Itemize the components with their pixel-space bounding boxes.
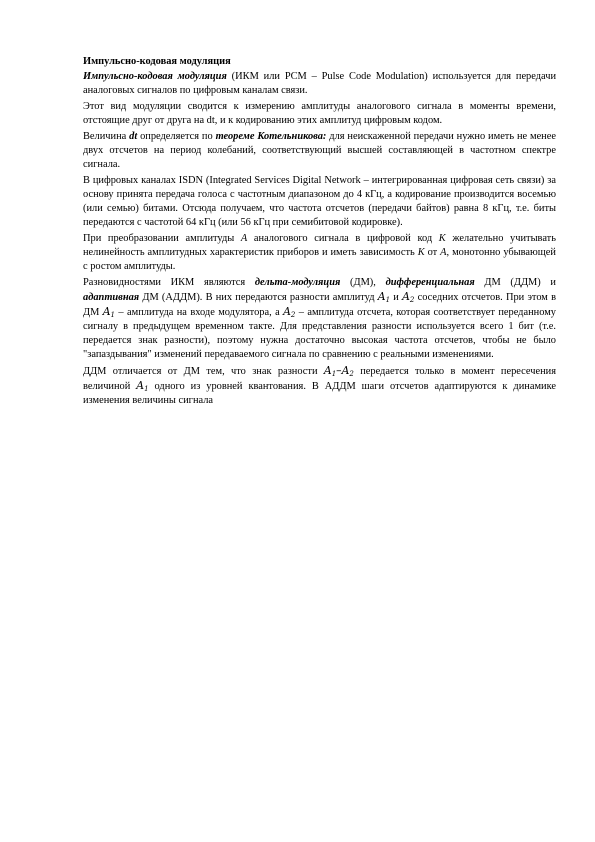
math-a: A [240,233,248,244]
paragraph-nonlinearity [83,232,556,274]
paragraph-text: аналогового сигнала в цифровой код [253,233,433,244]
paragraph-text: , монотонно убывающей с ростом амплитуды. [83,247,556,272]
paragraph-text: соседних отсчетов. При этом в ДМ [83,292,557,318]
term-adaptive: адаптивная [83,292,140,303]
paragraph-text: от [427,247,438,258]
math-a2: $A_2$ [402,290,415,304]
paragraph-ddm [83,364,556,408]
paragraph-text: для неискаженной передачи нужно иметь не менее двух отсчетов на период колебаний, соответствующий высшей составляющей в частотном спектре сигнала. [83,131,556,170]
paragraph-text: (ДМ), [350,277,376,288]
paragraph-text: определяется по [140,131,213,142]
math-a1: $A_1$ [377,290,391,304]
term-differential: дифференциальная [385,277,475,288]
math-a: A [440,247,447,258]
paragraph-text: Разновидностями ИКМ являются [83,277,246,288]
paragraph-text: (ИКМ или PCM – Pulse Code Modulation) используется для передачи аналоговых сигналов по цифровым каналам связи. [83,71,556,96]
math-a2: $A_2$ [283,305,296,319]
paragraph-text: одного из уровней квантования. В АДДМ шаги отсчетов адаптируются к динамике изменения величины сигнала [83,381,556,406]
term-pcm: Импульсно-кодовая модуляция [83,71,227,82]
paragraph-isdn: В цифровых каналах ISDN (Integrated Services Digital Network – интегрированная цифровая сеть связи) за основу принята передача голоса с частотным диапазоном до 4 кГц, а кодирование производится восемью (или семью) битами. Отсюда получаем, что частота отсчетов (передачи байтов) равна 8 кГц, т.е. биты передаются с частотой 64 кГц (или 56 кГц при семибитовой кодировке). [83,175,556,228]
paragraph-text: При преобразовании амплитуды [83,233,235,244]
paragraph-text: Величина [83,131,127,142]
paragraph-text: ДМ (АДДМ). В них передаются разности амплитуд [142,292,375,303]
paragraph-definition [83,70,556,98]
paragraph-kotelnikov [83,130,556,172]
paragraph-text: и [393,292,399,303]
term-kotelnikov-theorem: теореме Котельникова: [215,131,327,142]
paragraph-text: ДДМ отличается от ДМ тем, что знак разности [83,366,318,377]
paragraph-text: – амплитуда на входе модулятора, а [118,307,280,318]
math-a1: $A_1$ [102,305,116,319]
math-k: K [438,233,446,244]
math-a1: $A_1$ [136,379,149,393]
paragraph-delta-modulation [83,276,556,362]
math-a1-minus-a2: $A_1-A_2$ [323,364,354,378]
paragraph-text: ДМ (ДДМ) и [484,277,556,288]
document-body [83,55,556,410]
paragraph-sampling: Этот вид модуляции сводится к измерению амплитуды аналогового сигнала в моменты времени, отстоящие друг от друга на dt, и к кодированию этих амплитуд цифровым кодом. [83,101,556,126]
paragraph-text: – амплитуда отсчета, которая соответствует переданному сигналу в предыдущем временном такте. Для представления разности используется всего 1 бит (т.е. передается знак разности), поэтому нужна достаточно высокая частота отсчетов, чтобы не было "запаздывания" изменений передаваемого сигнала по сравнению с реальными изменениями. [83,307,556,360]
paragraph-text: передается только в момент пересечения величиной [83,366,556,392]
term-delta-modulation: дельта-модуляция [254,277,341,288]
page-title: Импульсно-кодовая модуляция [83,56,231,67]
math-dt: dt [129,131,138,142]
paragraph-text: желательно учитывать нелинейность амплитудных характеристик приборов и иметь зависимость [83,233,556,258]
math-k: K [417,247,425,258]
